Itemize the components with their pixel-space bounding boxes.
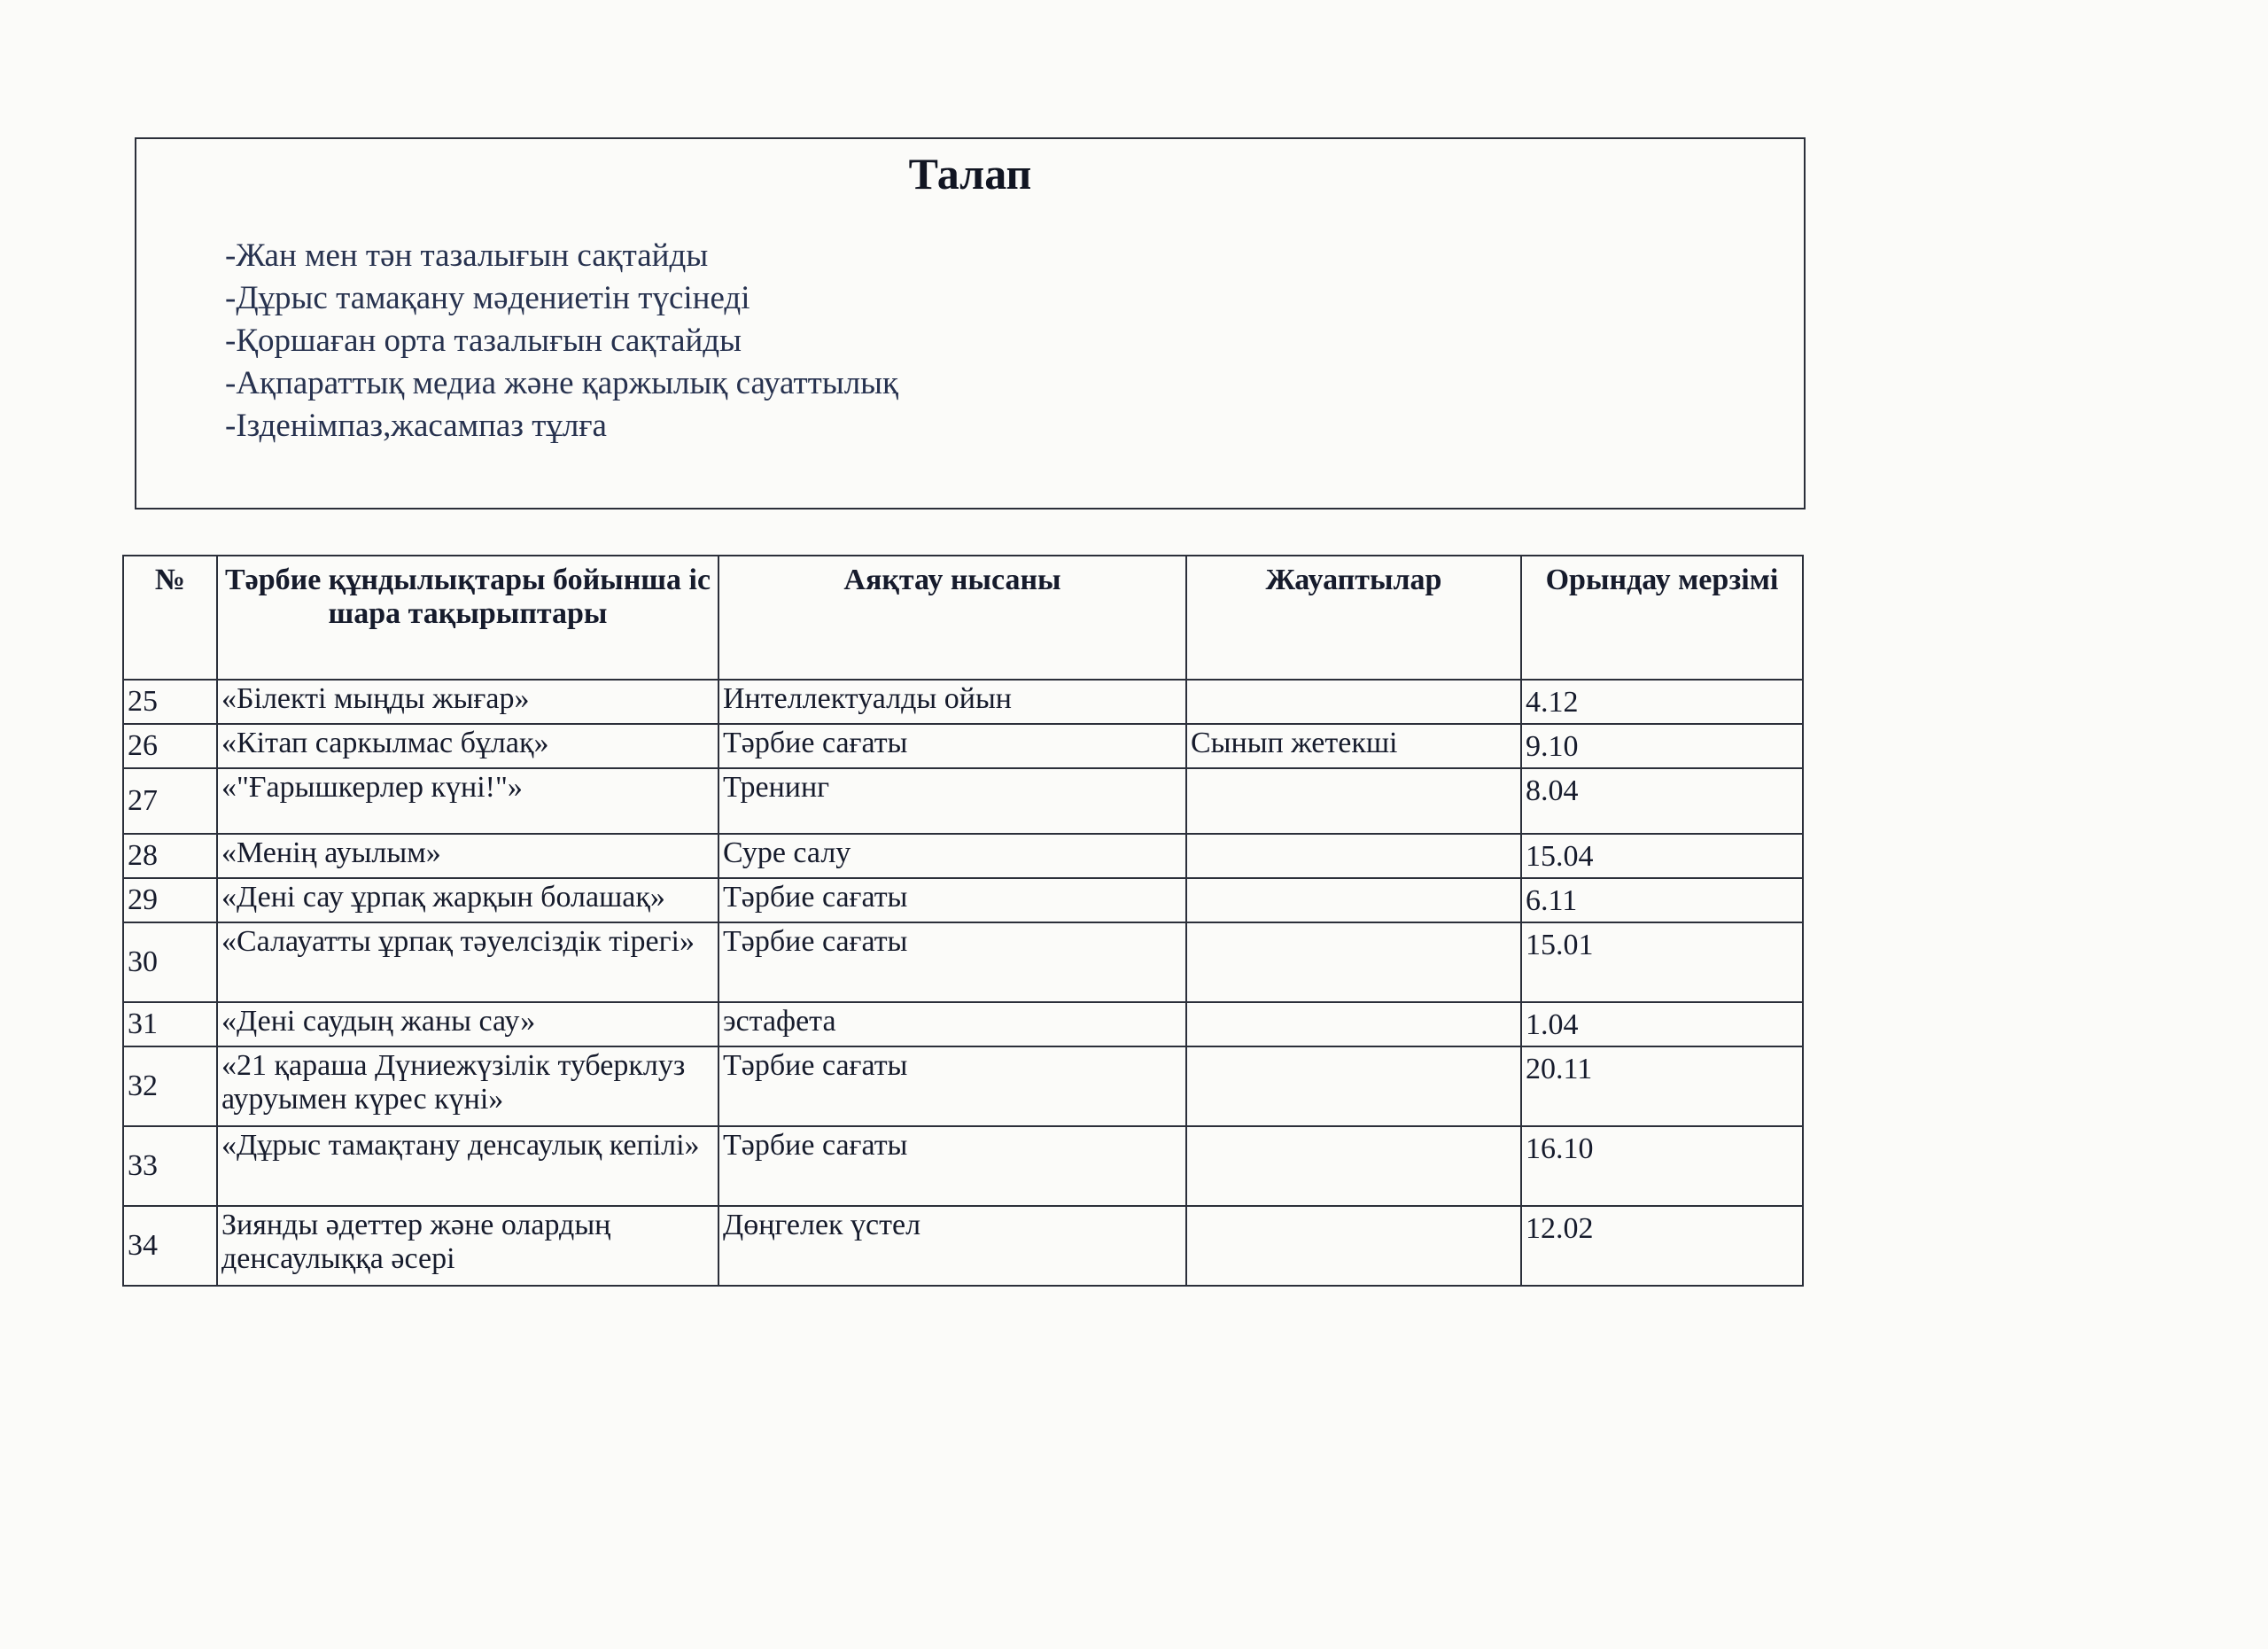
cell-form: Тәрбие сағаты (718, 1046, 1186, 1126)
requirements-list (225, 235, 898, 447)
table-row (123, 1206, 1803, 1286)
cell-responsible (1186, 1046, 1521, 1126)
cell-topic: «Дұрыс тамақтану денсаулық кепілі» (217, 1126, 718, 1206)
cell-responsible (1186, 834, 1521, 878)
table-row (123, 878, 1803, 922)
cell-num: 28 (123, 834, 217, 878)
cell-num: 33 (123, 1126, 217, 1206)
requirement-item: -Қоршаған орта тазалығын сақтайды (225, 323, 742, 359)
cell-responsible: Сынып жетекші (1186, 724, 1521, 768)
events-table (122, 555, 1804, 1287)
requirement-item: -Ақпараттық медиа және қаржылық сауаттылық (225, 365, 898, 401)
cell-num: 25 (123, 680, 217, 724)
cell-deadline: 20.11 (1521, 1046, 1803, 1126)
cell-topic: «Салауатты ұрпақ тәуелсіздік тірегі» (217, 922, 718, 1002)
cell-deadline: 6.11 (1521, 878, 1803, 922)
requirement-item: -Дұрыс тамақану мәдениетін түсінеді (225, 280, 750, 316)
cell-deadline: 15.04 (1521, 834, 1803, 878)
header-form: Аяқтау нысаны (718, 556, 1186, 680)
table-header-row (123, 556, 1803, 680)
cell-form: Интеллектуалды ойын (718, 680, 1186, 724)
header-responsible: Жауаптылар (1186, 556, 1521, 680)
cell-deadline: 1.04 (1521, 1002, 1803, 1046)
cell-deadline: 9.10 (1521, 724, 1803, 768)
cell-deadline: 4.12 (1521, 680, 1803, 724)
cell-topic: «"Ғарышкерлер күні!"» (217, 768, 718, 834)
cell-form: Тәрбие сағаты (718, 1126, 1186, 1206)
cell-topic: «Дені сау ұрпақ жарқын болашақ» (217, 878, 718, 922)
cell-form: Тренинг (718, 768, 1186, 834)
cell-topic: «Кітап саркылмас бұлақ» (217, 724, 718, 768)
cell-num: 32 (123, 1046, 217, 1126)
requirements-title: Талап (908, 149, 1032, 198)
cell-responsible (1186, 768, 1521, 834)
cell-num: 26 (123, 724, 217, 768)
table-row (123, 834, 1803, 878)
cell-num: 29 (123, 878, 217, 922)
cell-deadline: 15.01 (1521, 922, 1803, 1002)
table-row (123, 1002, 1803, 1046)
table-row (123, 724, 1803, 768)
cell-responsible (1186, 1126, 1521, 1206)
cell-topic: «Білекті мыңды жығар» (217, 680, 718, 724)
cell-responsible (1186, 878, 1521, 922)
table-row (123, 768, 1803, 834)
cell-deadline: 8.04 (1521, 768, 1803, 834)
cell-num: 27 (123, 768, 217, 834)
cell-num: 31 (123, 1002, 217, 1046)
cell-responsible (1186, 1206, 1521, 1286)
cell-form: Тәрбие сағаты (718, 878, 1186, 922)
requirement-item: -Жан мен тән тазалығын сақтайды (225, 237, 709, 274)
table-row (123, 680, 1803, 724)
header-num: № (123, 556, 217, 680)
cell-form: Тәрбие сағаты (718, 724, 1186, 768)
cell-num: 30 (123, 922, 217, 1002)
cell-topic: Зиянды әдеттер және олардың денсаулыққа әсері (217, 1206, 718, 1286)
cell-topic: «21 қараша Дүниежүзілік туберклуз ауруымен күрес күні» (217, 1046, 718, 1126)
cell-num: 34 (123, 1206, 217, 1286)
cell-deadline: 12.02 (1521, 1206, 1803, 1286)
cell-deadline: 16.10 (1521, 1126, 1803, 1206)
requirements-box (135, 137, 1806, 509)
cell-topic: «Менің ауылым» (217, 834, 718, 878)
table-row (123, 922, 1803, 1002)
cell-form: Тәрбие сағаты (718, 922, 1186, 1002)
cell-responsible (1186, 680, 1521, 724)
table-row (123, 1046, 1803, 1126)
cell-responsible (1186, 922, 1521, 1002)
header-deadline: Орындау мерзімі (1521, 556, 1803, 680)
cell-responsible (1186, 1002, 1521, 1046)
cell-topic: «Дені саудың жаны сау» (217, 1002, 718, 1046)
table-row (123, 1126, 1803, 1206)
cell-form: Дөңгелек үстел (718, 1206, 1186, 1286)
requirement-item: -Ізденімпаз,жасампаз тұлға (225, 408, 607, 444)
cell-form: эстафета (718, 1002, 1186, 1046)
cell-form: Суре салу (718, 834, 1186, 878)
header-topic: Тәрбие құндылықтары бойынша іс шара тақырыптары (217, 556, 718, 680)
